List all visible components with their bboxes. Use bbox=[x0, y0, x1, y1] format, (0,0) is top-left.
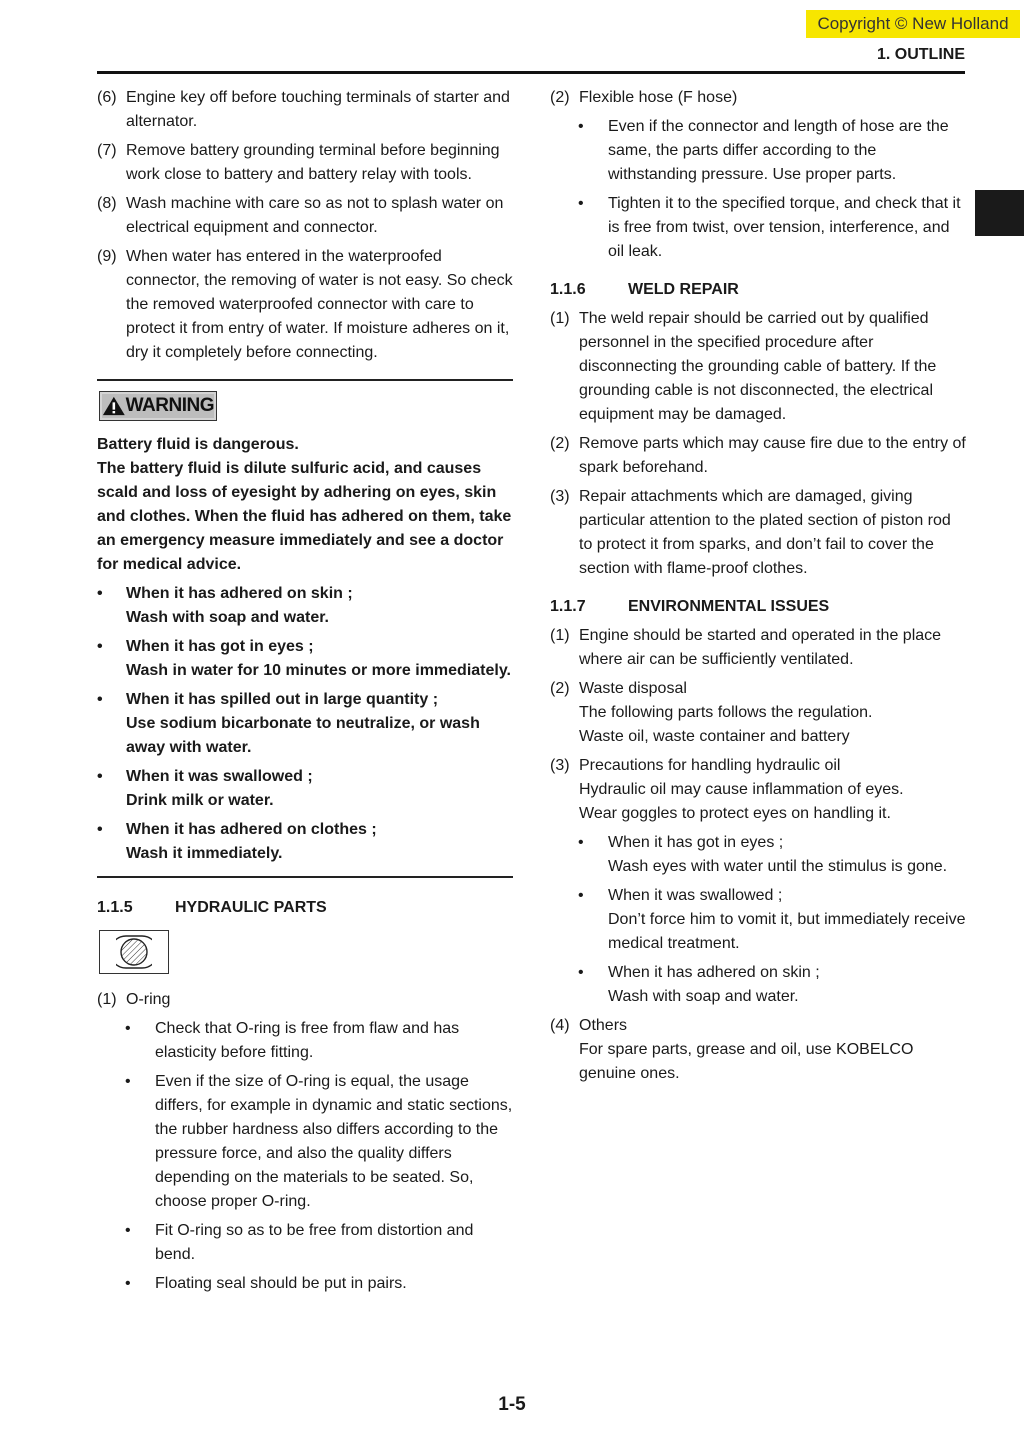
warning-bullet-case: When it has adhered on skin ; bbox=[126, 585, 353, 602]
warning-title: Battery fluid is dangerous. bbox=[97, 436, 299, 453]
item-text: The weld repair should be carried out by qualified personnel in the specified procedure after disconnecting the grounding cable of battery. If the grounding cable is not disconnected, the electrical equipment may be damaged. bbox=[579, 310, 937, 423]
bullet-case: When it has adhered on skin ; bbox=[608, 964, 820, 981]
list-item bbox=[550, 677, 966, 749]
list-item bbox=[550, 485, 966, 581]
bullet-text: Floating seal should be put in pairs. bbox=[155, 1275, 407, 1292]
bullet-item: • Check that O-ring is free from flaw and has elasticity before fitting. bbox=[97, 1017, 513, 1065]
warning-bullet: • When it has adhered on clothes ; Wash it immediately. bbox=[97, 818, 513, 866]
list-item bbox=[550, 754, 966, 826]
warning-bullet: • When it has spilled out in large quantity ; Use sodium bicarbonate to neutralize, or wash away with water. bbox=[97, 688, 513, 760]
item-number: (3) bbox=[550, 488, 570, 505]
list-item bbox=[550, 432, 966, 480]
item-number: (6) bbox=[97, 89, 117, 106]
item-text: When water has entered in the waterproofed connector, the removing of water is not easy. So check the removed waterproofed connector with care to protect it from entry of water. If moisture adheres on it, dry it completely before connecting. bbox=[126, 248, 513, 361]
bullet-item: • Even if the connector and length of hose are the same, the parts differ according to the withstanding pressure. Use proper parts. bbox=[550, 115, 966, 187]
section-heading-weld bbox=[550, 278, 966, 302]
bullet-case: When it has got in eyes ; bbox=[608, 834, 784, 851]
item-number: (2) bbox=[550, 680, 570, 697]
warning-label-text: WARNING bbox=[125, 395, 214, 416]
warning-bullet-action: Wash in water for 10 minutes or more immediately. bbox=[126, 662, 511, 679]
warning-bottom-rule bbox=[97, 876, 513, 878]
item-line: Waste oil, waste container and battery bbox=[579, 728, 850, 745]
oring-figure bbox=[99, 930, 169, 974]
bullet-action: Wash eyes with water until the stimulus is gone. bbox=[608, 858, 948, 875]
item-text: Repair attachments which are damaged, giving particular attention to the plated section of piston rod to protect it from sparks, and don’t fail to cover the section with flame-proof clothes. bbox=[579, 488, 951, 577]
bullet-item: • Even if the size of O-ring is equal, the usage differs, for example in dynamic and static sections, the rubber hardness also differs according to the pressure force, and also the quality differs depending on the materials to be seated. So, choose proper O-ring. bbox=[97, 1070, 513, 1214]
heading-title: HYDRAULIC PARTS bbox=[175, 899, 327, 916]
item-text: Wash machine with care so as not to splash water on electrical equipment and connector. bbox=[126, 195, 504, 236]
list-item bbox=[97, 245, 513, 365]
item-line: Hydraulic oil may cause inflammation of eyes. bbox=[579, 781, 904, 798]
list-item bbox=[97, 139, 513, 187]
bullet-item: • Tighten it to the specified torque, and check that it is free from twist, over tension, interference, and oil leak. bbox=[550, 192, 966, 264]
warning-bullet-action: Wash it immediately. bbox=[126, 845, 283, 862]
page-number: 1-5 bbox=[498, 1394, 526, 1415]
bullet-text: Even if the size of O-ring is equal, the usage differs, for example in dynamic and static sections, the rubber hardness also differs according to the pressure force, and also the quality differs depending on the materials to be seated. So, choose proper O-ring. bbox=[155, 1073, 513, 1210]
item-label: Precautions for handling hydraulic oil bbox=[579, 757, 841, 774]
warning-bullet: • When it was swallowed ; Drink milk or water. bbox=[97, 765, 513, 813]
item-text: O-ring bbox=[126, 991, 171, 1008]
right-column bbox=[550, 86, 966, 1091]
bullet-text: Tighten it to the specified torque, and check that it is free from twist, over tension, interference, and oil leak. bbox=[608, 195, 961, 260]
warning-body: The battery fluid is dilute sulfuric acid, and causes scald and loss of eyesight by adhering on eyes, skin and clothes. When the fluid has adhered on them, take an emergency measure immediately and see a doctor for medical advice. bbox=[97, 460, 512, 573]
heading-title: WELD REPAIR bbox=[628, 281, 739, 298]
section-heading-hydraulic bbox=[97, 896, 513, 920]
warning-label bbox=[102, 394, 214, 418]
item-number: (1) bbox=[550, 627, 570, 644]
warning-bullet-action: Drink milk or water. bbox=[126, 792, 274, 809]
warning-triangle-icon bbox=[102, 395, 126, 417]
warning-bullet: • When it has got in eyes ; Wash in water for 10 minutes or more immediately. bbox=[97, 635, 513, 683]
list-item-oring bbox=[97, 988, 513, 1012]
list-item bbox=[550, 307, 966, 427]
item-line: For spare parts, grease and oil, use KOBELCO genuine ones. bbox=[579, 1041, 914, 1082]
item-number: (9) bbox=[97, 248, 117, 265]
copyright-banner: Copyright © New Holland bbox=[806, 10, 1020, 38]
list-item-flex-hose bbox=[550, 86, 966, 110]
item-label: Waste disposal bbox=[579, 680, 687, 697]
warning-bullet-case: When it has got in eyes ; bbox=[126, 638, 314, 655]
list-item bbox=[97, 86, 513, 134]
heading-number: 1.1.6 bbox=[550, 281, 586, 298]
section-heading-environment bbox=[550, 595, 966, 619]
bullet-text: Even if the connector and length of hose are the same, the parts differ according to the withstanding pressure. Use proper parts. bbox=[608, 118, 949, 183]
bullet-item: • Fit O-ring so as to be free from distortion and bend. bbox=[97, 1219, 513, 1267]
list-item bbox=[550, 1014, 966, 1086]
list-item bbox=[550, 624, 966, 672]
bullet-text: Fit O-ring so as to be free from distortion and bend. bbox=[155, 1222, 474, 1263]
warning-bullet-case: When it has spilled out in large quantity ; bbox=[126, 691, 439, 708]
warning-bullet-action: Use sodium bicarbonate to neutralize, or wash away with water. bbox=[126, 715, 480, 756]
item-text: Engine should be started and operated in the place where air can be sufficiently ventilated. bbox=[579, 627, 942, 668]
item-text: Remove parts which may cause fire due to the entry of spark beforehand. bbox=[579, 435, 966, 476]
item-number: (8) bbox=[97, 195, 117, 212]
item-number: (7) bbox=[97, 142, 117, 159]
item-text: Remove battery grounding terminal before beginning work close to battery and battery relay with tools. bbox=[126, 142, 500, 183]
warning-top-rule bbox=[97, 379, 513, 381]
heading-title: ENVIRONMENTAL ISSUES bbox=[628, 598, 830, 615]
item-number: (2) bbox=[550, 89, 570, 106]
bullet-case: When it was swallowed ; bbox=[608, 887, 783, 904]
warning-bullet-case: When it was swallowed ; bbox=[126, 768, 313, 785]
heading-number: 1.1.5 bbox=[97, 899, 133, 916]
item-number: (3) bbox=[550, 757, 570, 774]
item-number: (1) bbox=[97, 991, 117, 1008]
warning-bullet-action: Wash with soap and water. bbox=[126, 609, 329, 626]
item-line: The following parts follows the regulation. bbox=[579, 704, 873, 721]
header-rule bbox=[97, 71, 965, 74]
left-column bbox=[97, 86, 513, 1301]
bullet-item: • When it has adhered on skin ; Wash with soap and water. bbox=[550, 961, 966, 1009]
item-line: Wear goggles to protect eyes on handling it. bbox=[579, 805, 891, 822]
warning-bullet-case: When it has adhered on clothes ; bbox=[126, 821, 377, 838]
section-title: 1. OUTLINE bbox=[876, 46, 965, 63]
warning-label-box bbox=[99, 391, 217, 421]
item-text: Engine key off before touching terminals of starter and alternator. bbox=[126, 89, 510, 130]
bullet-action: Wash with soap and water. bbox=[608, 988, 799, 1005]
chapter-tab-marker bbox=[975, 190, 1024, 236]
bullet-item: • Floating seal should be put in pairs. bbox=[97, 1272, 513, 1296]
item-number: (1) bbox=[550, 310, 570, 327]
list-item bbox=[97, 192, 513, 240]
item-text: Flexible hose (F hose) bbox=[579, 89, 738, 106]
bullet-action: Don’t force him to vomit it, but immediately receive medical treatment. bbox=[608, 911, 966, 952]
bullet-text: Check that O-ring is free from flaw and has elasticity before fitting. bbox=[155, 1020, 460, 1061]
item-number: (2) bbox=[550, 435, 570, 452]
item-number: (4) bbox=[550, 1017, 570, 1034]
bullet-item: • When it has got in eyes ; Wash eyes with water until the stimulus is gone. bbox=[550, 831, 966, 879]
heading-number: 1.1.7 bbox=[550, 598, 586, 615]
oring-icon bbox=[116, 933, 152, 971]
item-label: Others bbox=[579, 1017, 628, 1034]
warning-bullet: • When it has adhered on skin ; Wash with soap and water. bbox=[97, 582, 513, 630]
bullet-item: • When it was swallowed ; Don’t force him to vomit it, but immediately receive medical treatment. bbox=[550, 884, 966, 956]
